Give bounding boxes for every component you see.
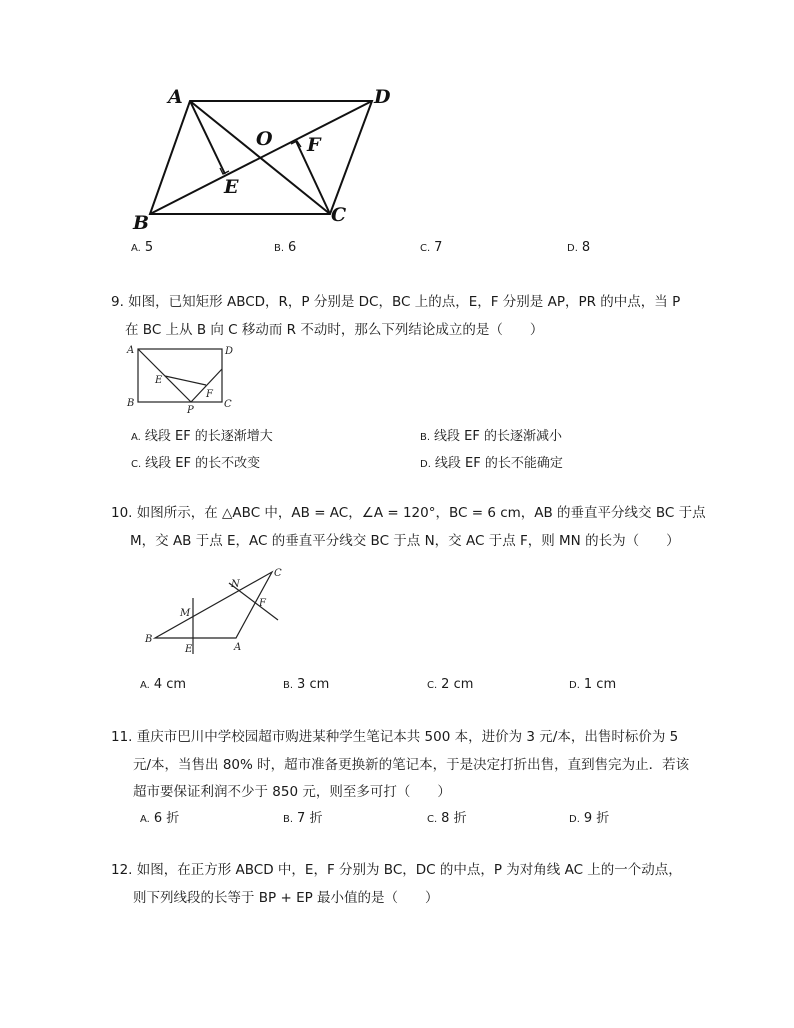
q9-label-p: P (187, 405, 194, 416)
q10-question-line-2: M，交 AB 于点 E，AC 的垂直平分线交 BC 于点 N，交 AC 于点 F，则 MN 的长为（ ） (130, 533, 680, 549)
option-letter: C. (427, 680, 438, 691)
q9-label-b: B (127, 398, 135, 409)
option-letter: A. (131, 432, 141, 443)
option-text: 3 cm (297, 677, 330, 692)
q10-label-a: A (234, 642, 242, 653)
q10-option-b[interactable] (283, 677, 329, 692)
q10-label-e: E (185, 644, 193, 655)
option-text: 线段 EF 的长不能确定 (434, 456, 563, 471)
q10-option-a[interactable] (140, 677, 186, 692)
q8-label-b: B (133, 212, 150, 234)
q12-question-line-2: 则下列线段的长等于 BP + EP 最小值的是（ ） (133, 890, 439, 906)
q10-triangle (155, 572, 272, 638)
option-text: 线段 EF 的长不改变 (145, 456, 261, 471)
option-letter: C. (420, 243, 431, 254)
q11-question-line-3: 超市要保证利润不少于 850 元，则至多可打（ ） (133, 784, 451, 800)
q10-label-c: C (274, 568, 282, 579)
q8-label-e: E (224, 176, 239, 198)
q8-label-a: A (168, 86, 183, 108)
q8-label-d: D (374, 86, 391, 108)
q9-question-line-1: 9. 如图，已知矩形 ABCD，R，P 分别是 DC，BC 上的点，E，F 分别是 AP，PR 的中点，当 P (111, 294, 681, 310)
option-text: 线段 EF 的长逐渐减小 (434, 429, 563, 444)
option-text: 1 cm (583, 677, 617, 692)
q9-label-f: F (206, 389, 213, 400)
q9-label-a: A (127, 345, 135, 356)
q8-label-f: F (307, 134, 321, 156)
option-text: 5 (144, 240, 154, 255)
q11-question-line-2: 元/本，当售出 80% 时，超市准备更换新的笔记本，于是决定打折出售，直到售完为止．若该 (133, 757, 690, 773)
option-letter: D. (569, 680, 580, 691)
q8-label-o: O (256, 128, 273, 150)
option-letter: A. (140, 814, 150, 825)
option-letter: A. (140, 680, 150, 691)
option-letter: D. (420, 459, 431, 470)
q10-label-n: N (231, 579, 240, 590)
option-letter: B. (420, 432, 431, 443)
option-text: 6 (288, 240, 297, 255)
q10-option-c[interactable] (427, 677, 473, 692)
option-text: 8 (581, 240, 591, 255)
q11-option-b[interactable] (283, 807, 322, 826)
option-letter: A. (131, 243, 141, 254)
q11-option-c[interactable] (427, 807, 467, 826)
q9-label-c: C (224, 399, 232, 410)
q10-question-line-1: 10. 如图所示，在 △ABC 中，AB = AC，∠A = 120°，BC = 6 cm，AB 的垂直平分线交 BC 于点 (111, 505, 706, 521)
q10-label-f: F (259, 598, 266, 609)
q11-question-line-1: 11. 重庆市巴川中学校园超市购进某种学生笔记本共 500 本，进价为 3 元/本，出售时标价为 5 (111, 729, 679, 745)
option-text: 8 折 (441, 811, 467, 826)
q10-label-m: M (180, 608, 191, 619)
option-text: 线段 EF 的长逐渐增大 (144, 429, 273, 444)
q9-label-e: E (155, 375, 163, 386)
option-text: 9 折 (583, 811, 610, 826)
option-letter: D. (567, 243, 578, 254)
q10-option-d[interactable] (569, 677, 616, 692)
option-letter: B. (283, 814, 294, 825)
q12-question-line-1: 12. 如图，在正方形 ABCD 中，E，F 分别为 BC，DC 的中点，P 为对角线 AC 上的一个动点， (111, 862, 682, 878)
option-letter: B. (274, 243, 285, 254)
option-text: 2 cm (441, 677, 474, 692)
q8-label-c: C (331, 204, 347, 226)
q9-label-d: D (225, 346, 234, 357)
option-text: 7 折 (297, 811, 323, 826)
option-text: 6 折 (153, 811, 180, 826)
option-text: 4 cm (153, 677, 187, 692)
q11-option-d[interactable] (569, 807, 609, 826)
option-letter: C. (427, 814, 438, 825)
option-letter: D. (569, 814, 580, 825)
option-text: 7 (434, 240, 443, 255)
q10-label-b: B (145, 634, 153, 645)
option-letter: C. (131, 459, 142, 470)
q11-option-a[interactable] (140, 807, 179, 826)
option-letter: B. (283, 680, 294, 691)
q9-question-line-2: 在 BC 上从 B 向 C 移动而 R 不动时，那么下列结论成立的是（ ） (125, 322, 544, 338)
